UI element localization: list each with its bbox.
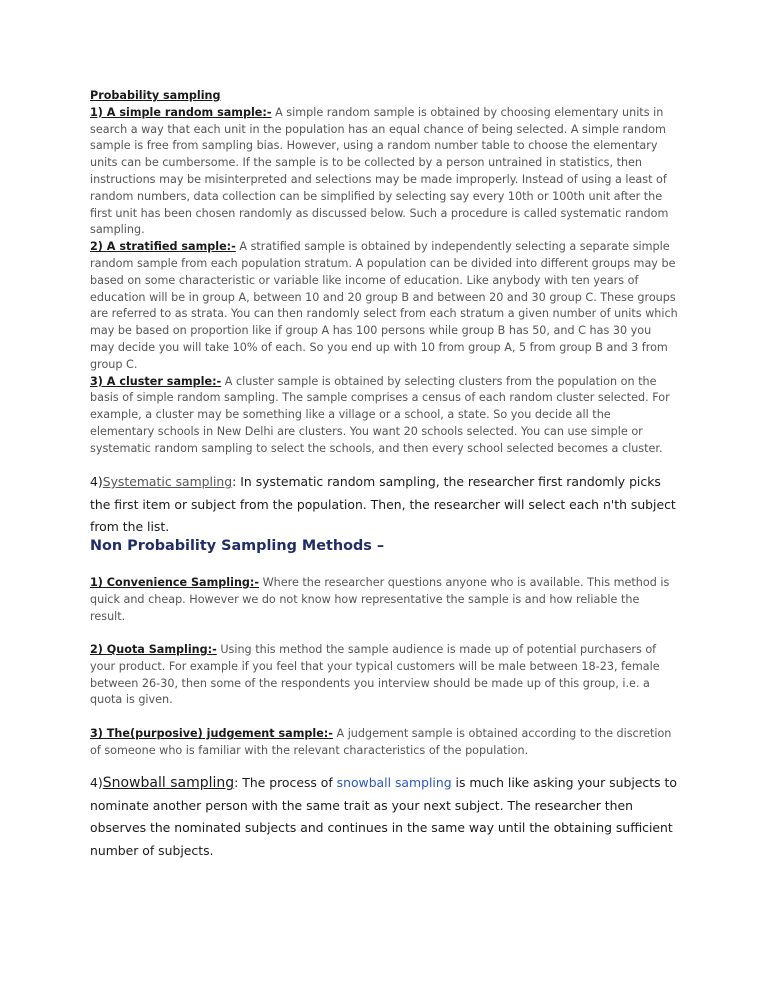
cluster-text: A cluster sample is obtained by selecting clusters from the population on the basis of simple random sampling. The sample comprises a census of each random cluster selected. For example, a cluster may be something like a village or a school, a state. So you decide all the elementary schools in New Delhi are clusters. You want 20 schools selected. You can use simple or systematic random sampling to select the schools, and then every school selected becomes a cluster.	[90, 374, 670, 455]
paragraph-stratified	[90, 239, 678, 373]
paragraph-cluster	[90, 374, 678, 458]
snowball-prefix: 4)	[90, 775, 103, 790]
simple-random-label: 1) A simple random sample:-	[90, 105, 272, 119]
paragraph-convenience	[90, 575, 678, 625]
judgement-text: A judgement sample is obtained according to the discretion of someone who is familiar with the relevant characteristics of the population.	[90, 727, 672, 757]
snowball-text-after: is much like asking your subjects to nominate another person with the same trait as your next subject. The researcher then observes the nominated subjects and continues in the same way until the obtaining sufficient number of subjects.	[90, 775, 677, 858]
snowball-label: Snowball sampling	[102, 775, 235, 791]
cluster-label: 3) A cluster sample:-	[90, 374, 222, 388]
systematic-prefix: 4)	[90, 474, 103, 489]
paragraph-snowball	[90, 772, 678, 862]
systematic-label: Systematic sampling	[102, 474, 233, 489]
convenience-text: Where the researcher questions anyone who is available. This method is quick and cheap. However we do not know how representative the sample is and how reliable the result.	[90, 576, 670, 623]
quota-text: Using this method the sample audience is made up of potential purchasers of your product. For example if you feel that your typical customers will be male between 18-23, female between 26-30, then some of the respondents you interview should be made up of this group, i.e. a quota is given.	[90, 643, 660, 707]
stratified-text: A stratified sample is obtained by independently selecting a separate simple random sample from each population stratum. A population can be divided into different groups may be based on some characteristic or variable like income of education. Like anybody with ten years of education will be in group A, between 10 and 20 group B and between 20 and 30 group C. These groups are referred to as strata. You can then randomly select from each stratum a given number of units which may be based on proportion like if group A has 100 persons while group B has 50, and C has 30 you may decide you will take 10% of each. So you end up with 10 from group A, 5 from group B and 3 from group C.	[90, 240, 678, 371]
systematic-text: : In systematic random sampling, the researcher first randomly picks the first item or subject from the population. Then, the researcher will select each n'th subject from the list.	[90, 474, 676, 534]
simple-random-text: A simple random sample is obtained by choosing elementary units in search a way that each unit in the population has an equal chance of being selected. A simple random sample is free from sampling bias. However, using a random number table to choose the elementary units can be cumbersome. If the sample is to be collected by a person untrained in statistics, then instructions may be misinterpreted and selections may be made improperly. Instead of using a least of random numbers, data collection can be simplified by selecting say every 10th or 100th unit after the first unit has been chosen randomly as discussed below. Such a procedure is called systematic random sampling.	[90, 105, 669, 237]
paragraph-systematic	[90, 471, 678, 539]
stratified-label: 2) A stratified sample:-	[90, 240, 236, 254]
judgement-label: 3) The(purposive) judgement sample:-	[90, 727, 333, 740]
paragraph-judgement	[90, 726, 678, 760]
quota-label: 2) Quota Sampling:-	[90, 643, 217, 656]
snowball-text-before: : The process of	[234, 775, 337, 790]
non-probability-title: Non Probability Sampling Methods –	[90, 538, 385, 554]
snowball-link[interactable]: snowball sampling	[336, 775, 452, 790]
paragraph-simple-random	[90, 105, 678, 239]
paragraph-quota	[90, 642, 678, 709]
probability-section	[90, 88, 678, 458]
convenience-label: 1) Convenience Sampling:-	[90, 576, 260, 589]
probability-heading: Probability sampling	[90, 89, 221, 102]
